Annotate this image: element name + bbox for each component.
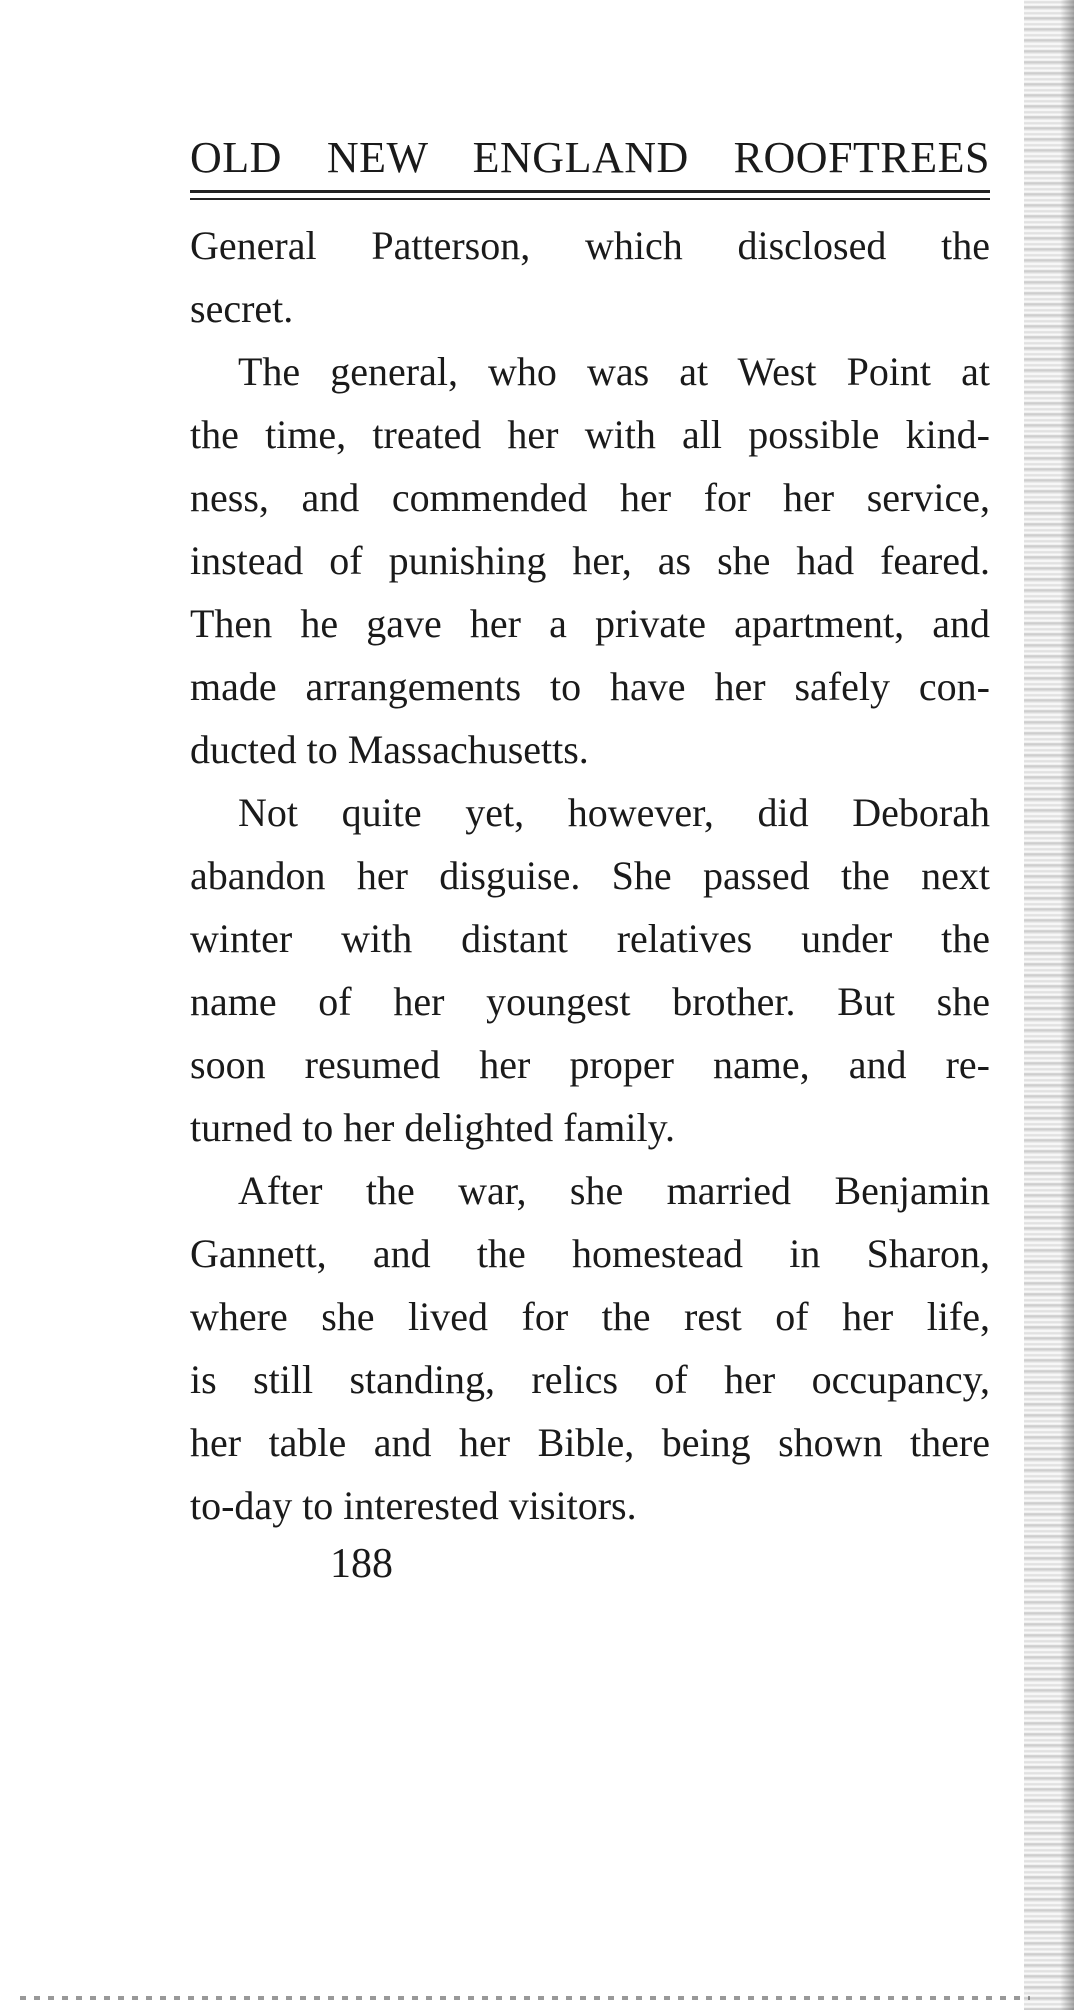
text-line: ducted to Massachusetts. [190, 727, 589, 772]
scan-bottom-artifact [20, 1996, 1030, 2000]
page-number: 188 [330, 1541, 393, 1587]
text-line: Not quite yet, however, did Deborah [238, 790, 990, 835]
text-line: Gannett, and the homestead in Sharon, [190, 1231, 990, 1276]
text-line: turned to her delighted family. [190, 1105, 676, 1150]
paragraph [190, 340, 990, 781]
header-double-rule [190, 190, 990, 200]
body-text [190, 214, 990, 1537]
text-line: name of her youngest brother. But she [190, 979, 990, 1024]
paragraph [190, 214, 990, 340]
paragraph [190, 781, 990, 1159]
text-line: her table and her Bible, being shown there [190, 1420, 990, 1465]
text-line: The general, who was at West Point at [238, 349, 990, 394]
text-line: the time, treated her with all possible kind- [190, 412, 990, 457]
text-line: where she lived for the rest of her life, [190, 1294, 990, 1339]
page-edge-shadow [1024, 0, 1074, 2010]
text-line: Then he gave her a private apartment, and [190, 601, 990, 646]
text-line: is still standing, relics of her occupancy, [190, 1357, 990, 1402]
text-line: abandon her disguise. She passed the next [190, 853, 990, 898]
text-line: winter with distant relatives under the [190, 916, 990, 961]
text-line: ness, and commended her for her service, [190, 475, 990, 520]
text-line: made arrangements to have her safely con- [190, 664, 990, 709]
text-line: instead of punishing her, as she had feared. [190, 538, 990, 583]
paragraph [190, 1159, 990, 1537]
running-head-title: OLD NEW ENGLAND ROOFTREES [190, 133, 990, 182]
text-line: General Patterson, which disclosed the [190, 223, 990, 268]
text-line: to-day to interested visitors. [190, 1483, 637, 1528]
text-line: After the war, she married Benjamin [238, 1168, 990, 1213]
text-line: soon resumed her proper name, and re- [190, 1042, 990, 1087]
text-line: secret. [190, 286, 294, 331]
